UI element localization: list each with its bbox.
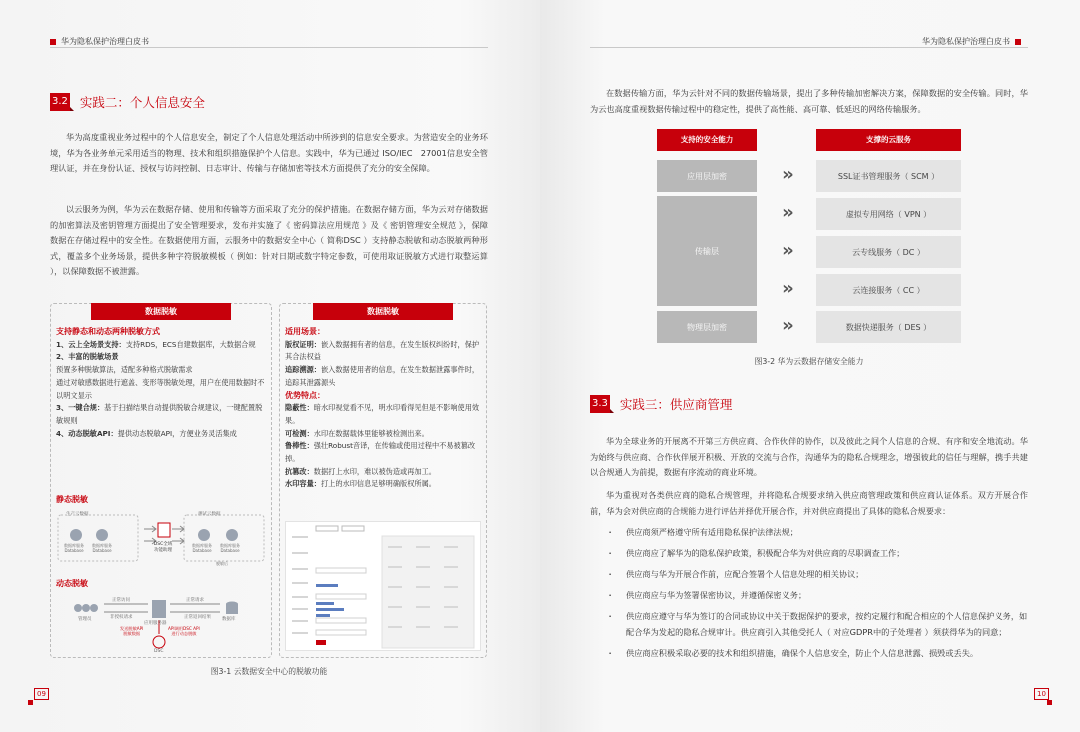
diagram-label: 正常请求: [186, 598, 204, 603]
page-corner-marker: [28, 700, 33, 705]
running-header-left: [50, 36, 149, 47]
diagram-label: API调用DSC API 进行动态脱敏: [168, 626, 200, 636]
table-header: 支撑的云服务: [816, 129, 961, 151]
box-text: [285, 326, 483, 491]
service-cell: 云专线服务（ DC ）: [816, 236, 961, 268]
paragraph: 华为全球业务的开展离不开第三方供应商、合作伙伴的协作，以及彼此之间个人信息的合规、有序和安全地流动。华为始终与供应商、合作伙伴展开积极、开放的交流与合作，沟通华为的隐私合规理念，增强彼此的信任与理解，携手共建以合规通人为前提，数据有序流动的商业环境。: [590, 436, 1028, 478]
paragraph: 华为高度重视业务过程中的个人信息安全，制定了个人信息处理活动中所涉到的信息安全要求。为营造安全的业务环境，华为各业务单元采用适当的物理、技术和组织措施保护个人信息。实践中，华为已通过 ISO/IEC 27001信息安全管理认证，并在身份认证、授权与访问控制、日志审计、传输与存储加密等技术方面提供了充分的安全保障。: [50, 132, 488, 174]
list-item: 2、丰富的脱敏场景: [56, 352, 119, 362]
diagram-label: 脱敏后: [216, 561, 228, 566]
diagram-label: 数据库服务 Database: [64, 543, 84, 553]
header-rule: [50, 47, 488, 48]
service-cell: 云连接服务（ CC ）: [816, 274, 961, 306]
list-item: ・ 供应商须严格遵守所有适用隐私保护法律法规；: [606, 527, 798, 537]
list-item: 追踪溯源：嵌入数据使用者的信息，在发生数据泄露事件时，追踪其泄露源头: [285, 365, 480, 387]
header-marker: [1015, 39, 1021, 45]
diagram-label: 数据库: [222, 617, 236, 622]
watermark-box: [279, 303, 487, 658]
running-header-right: [922, 36, 1021, 47]
list-item: 抗篡改：数据打上水印，难以被伪造或再加工。: [285, 466, 436, 476]
list-item: 隐蔽性：暗水印视觉看不见，明水印看得见但是不影响使用效果。: [285, 403, 480, 425]
chevron-right-icon: »: [782, 315, 788, 336]
static-masking-title: 静态脱敏: [56, 495, 88, 504]
diagram-label: DSC: [154, 649, 164, 654]
masking-box: [50, 303, 272, 658]
list-item: ・ 供应商与华为开展合作前，应配合签署个人信息处理的相关协议；: [606, 569, 864, 580]
paragraph: 华为重视对各类供应商的隐私合规管理，并将隐私合规要求纳入供应商管理政策和供应商认证体系。双方开展合作前，华为会对供应商的合规能力进行评估并择优开展合作，并对供应商提出了具体的隐私合规要求：: [590, 490, 1028, 516]
list-item: 可检测：水印在数据载体里能够被检测出来。: [285, 428, 429, 438]
screenshot-svg: [286, 522, 482, 652]
box-heading: 适用场景：: [285, 327, 325, 336]
header-marker: [50, 39, 56, 45]
table-header: 支持的安全能力: [657, 129, 757, 151]
list-item: 3、一键合规：基于扫描结果自动提供脱敏合规建议，一键配置脱敏规则: [56, 403, 263, 425]
chevron-right-icon: »: [782, 164, 788, 185]
header-title: 华为隐私保护治理白皮书: [61, 37, 149, 46]
list-item: ・ 供应商应了解华为的隐私保护政策，积极配合华为对供应商的尽职调查工作；: [606, 548, 905, 559]
capability-cell: 物理层加密: [657, 311, 757, 343]
header-title: 华为隐私保护治理白皮书: [922, 37, 1010, 46]
box-heading: 支持静态和动态两种脱敏方式: [56, 327, 160, 336]
list-item: ・ 供应商应积极采取必要的技术和组织措施，确保个人信息安全，防止个人信息泄露、损毁或丢失。: [606, 648, 979, 659]
diagram-label: 数据库服务 Database: [192, 543, 212, 553]
dynamic-masking-title: 动态脱敏: [56, 579, 88, 588]
diagram-label: 正常访问: [112, 598, 130, 603]
section-heading: [590, 395, 732, 413]
figure-caption: 图3-2 华为云数据存储安全能力: [754, 357, 864, 366]
list-item: ・ 供应商应与华为签署保密协议，并遵循保密义务；: [606, 590, 807, 601]
page-number: 10: [1034, 688, 1049, 700]
service-cell: SSL证书管理服务（ SCM ）: [816, 160, 961, 192]
section-heading: [50, 93, 205, 111]
diagram-label: 管理员: [78, 617, 92, 622]
diagram-label: 数据库服务 Database: [220, 543, 240, 553]
diagram-label: 数据库服务 Database: [92, 543, 112, 553]
dynamic-masking-diagram: [56, 594, 268, 654]
diagram-label: 非授权请求: [110, 615, 133, 620]
right-page: [540, 0, 1080, 732]
list-item: ・ 供应商应遵守与华为签订的合同或协议中关于数据保护的要求，按约定履行和配合相应的个人信息保护义务，如配合华为发起的隐私合规审计。供应商引入其他受托人（ 对应GDPR中的子处理者 ）须获得华为的同意；: [606, 611, 1028, 637]
list-item: 版权证明：嵌入数据拥有者的信息，在发生版权纠纷时，保护其合法权益: [285, 339, 480, 362]
list-item: 鲁棒性：强壮Robust音译，在传输或使用过程中不易被篡改掉。: [285, 441, 476, 464]
box-heading: 优势特点：: [285, 390, 325, 400]
header-rule: [590, 47, 1028, 48]
list-item: 预置多种脱敏算法，适配多种格式脱敏需求: [56, 365, 193, 375]
chevron-right-icon: »: [782, 202, 788, 223]
static-masking-diagram: [56, 511, 268, 571]
diagram-label: 生产云数据: [66, 512, 89, 517]
paragraph: 在数据传输方面，华为云针对不同的数据传输场景，提出了多种传输加密解决方案，保障数据的安全传输。同时，华为云也高度重视数据传输过程中的稳定性，提供了高性能、高可靠、低延迟的网络传输服务。: [590, 88, 1028, 114]
capability-cell: 传输层: [657, 196, 757, 306]
diagram-label: 测试云数据: [198, 512, 221, 517]
list-item: 1、云上全场景支持：支持RDS，ECS自建数据库，大数据合规: [56, 339, 256, 349]
chevron-right-icon: »: [782, 278, 788, 299]
section-title: 实践三：供应商管理: [619, 397, 733, 412]
service-cell: 数据快递服务（ DES ）: [816, 311, 961, 343]
page-number: 09: [34, 688, 49, 700]
section-number: 3.2: [50, 93, 70, 111]
chevron-right-icon: »: [782, 240, 788, 261]
capability-cell: 应用层加密: [657, 160, 757, 192]
diagram-label: 正常返回结果: [184, 615, 211, 620]
box-text: [56, 326, 266, 440]
requirements-list: [606, 525, 1028, 667]
list-item: 水印容量：打上的水印信息足够明确版权所属。: [285, 479, 436, 489]
list-item: 4、动态脱敏API：提供动态脱敏API，方便业务灵活集成: [56, 428, 237, 438]
diagram-label: 应用服务器: [144, 621, 167, 626]
box-tab: 数据脱敏: [313, 303, 453, 320]
paragraph: 以云服务为例，华为云在数据存储、使用和传输等方面采取了充分的保护措施。在数据存储方面，华为云对存储数据的加密算法及密钥管理方面提出了安全管理要求，发布并实施了《 密码算法应用规范 》及《 密钥管理安全规范 》，保障数据在存储过程中的安全性。在数据使用方面，云服务中的数据安全中心（ 简称DSC ）支持静态脱敏和动态脱敏两种形式，覆盖多个业务场景，提供多种字符脱敏模板（ 例如：针对日期或数字特定参数，可使用取证脱敏方式进行取整运算 ），以保障数据不被泄露。: [50, 204, 488, 277]
page-corner-marker: [1047, 700, 1052, 705]
diagram-center-label: DSC全域 功能助理: [153, 542, 173, 553]
section-title: 实践二：个人信息安全: [79, 95, 205, 110]
watermark-screenshot: [285, 521, 481, 651]
service-cell: 虚拟专用网络（ VPN ）: [816, 198, 961, 230]
box-tab: 数据脱敏: [91, 303, 231, 320]
section-number: 3.3: [590, 395, 610, 413]
figure-caption: 图3-1 云数据安全中心的脱敏功能: [210, 667, 328, 676]
list-item: 通过对敏感数据进行遮盖、变形等脱敏处理，用户在使用数据时不以明文显示: [56, 377, 265, 400]
diagram-label: 发送脱敏API 脱敏数据: [120, 626, 144, 636]
